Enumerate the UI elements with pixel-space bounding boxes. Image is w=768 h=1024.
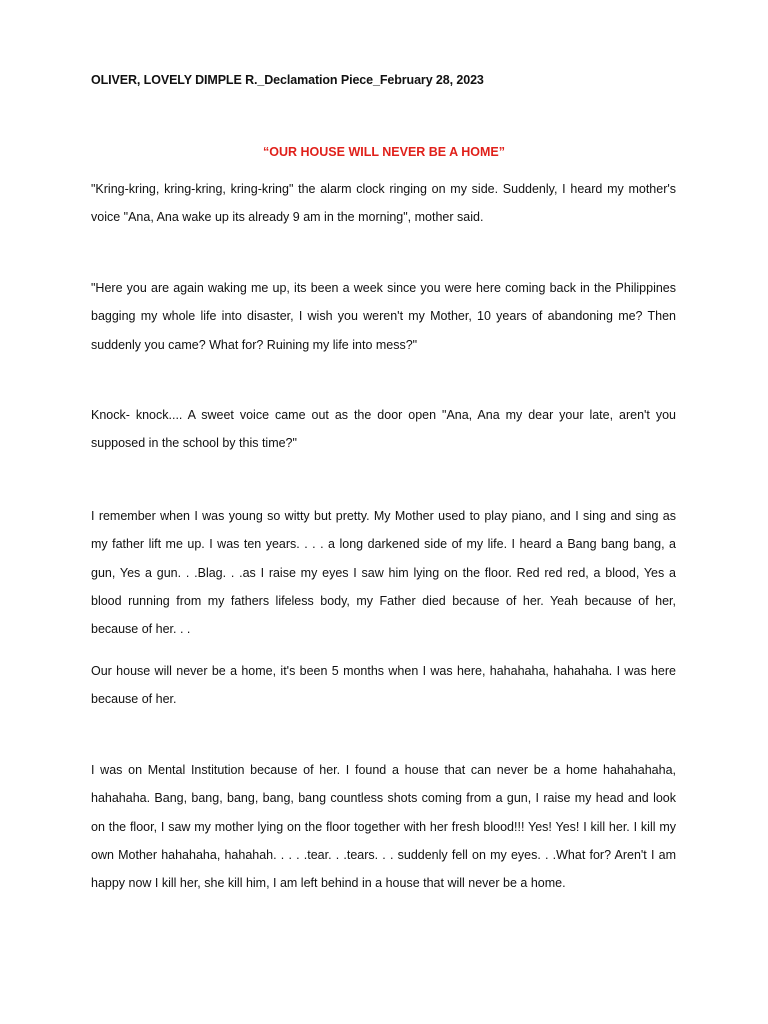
paragraph-6: I was on Mental Institution because of her. I found a house that can never be a home hahahahaha, hahahaha. Bang, bang, bang, bang, bang countless shots coming from a gun, I raise my head and look on the floor, I saw my mother lying on the floor together with her fresh blood!!! Yes! Yes! I kill her. I kill my own Mother hahahaha, hahahah. . . . .tear. . .tears. . . suddenly fell on my eyes. . .What for? Aren't I am happy now I kill her, she kill him, I am left behind in a house that will never be a home.	[91, 763, 676, 891]
paragraph-5: Our house will never be a home, it's been 5 months when I was here, hahahaha, hahahaha. I was here because of her.	[91, 664, 676, 707]
paragraph-2: "Here you are again waking me up, its been a week since you were here coming back in the Philippines bagging my whole life into disaster, I wish you weren't my Mother, 10 years of abandoning me? Then suddenly you came? What for? Ruining my life into mess?"	[91, 281, 676, 352]
document-header: OLIVER, LOVELY DIMPLE R._Declamation Piece_February 28, 2023	[91, 73, 484, 87]
paragraph-1: "Kring-kring, kring-kring, kring-kring" the alarm clock ringing on my side. Suddenly, I heard my mother's voice "Ana, Ana wake up its already 9 am in the morning", mother said.	[91, 182, 676, 225]
paragraph-3: Knock- knock.... A sweet voice came out as the door open "Ana, Ana my dear your late, aren't you supposed in the school by this time?"	[91, 408, 676, 451]
document-title: “OUR HOUSE WILL NEVER BE A HOME”	[263, 145, 505, 159]
paragraph-4: I remember when I was young so witty but pretty. My Mother used to play piano, and I sing and sing as my father lift me up. I was ten years. . . . a long darkened side of my life. I heard a Bang bang bang, a gun, Yes a gun. . .Blag. . .as I raise my eyes I saw him lying on the floor. Red red red, a blood, Yes a blood running from my fathers lifeless body, my Father died because of her. Yeah because of her, because of her. . .	[91, 509, 676, 637]
